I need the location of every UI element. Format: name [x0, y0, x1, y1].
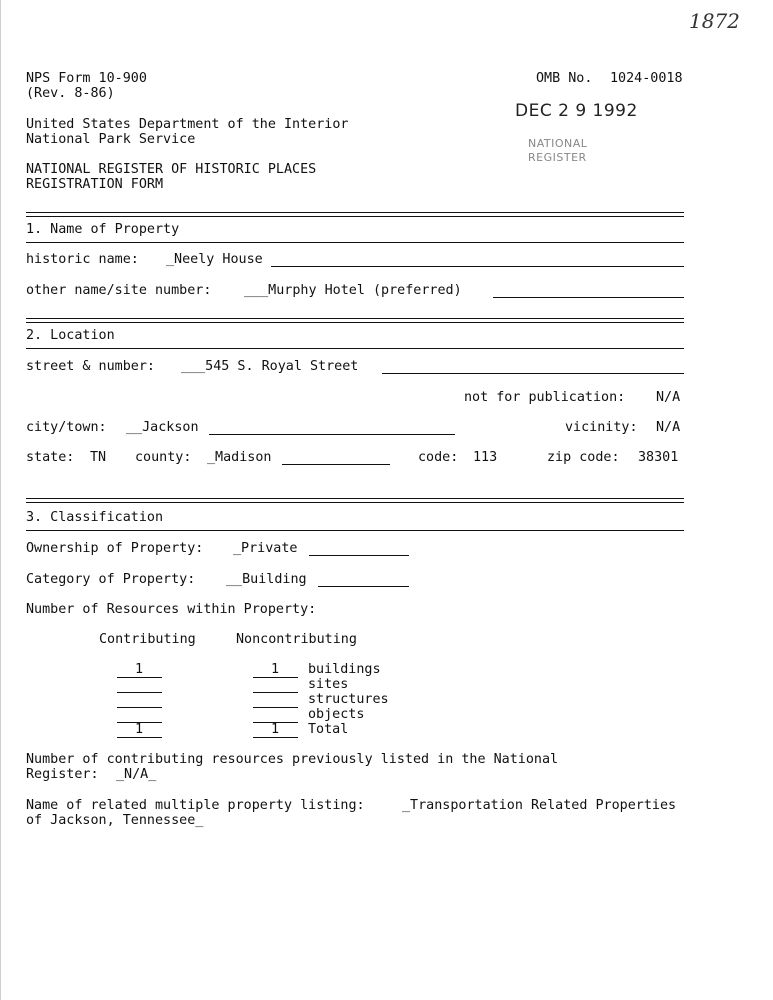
state-label: state:: [26, 450, 75, 465]
other-name-blank: [493, 297, 684, 298]
county-blank: [282, 464, 390, 465]
street-value[interactable]: ___545 S. Royal Street: [181, 359, 359, 374]
resource-type-label: structures: [308, 692, 389, 707]
previously-listed-value[interactable]: _N/A_: [116, 767, 157, 782]
noncontributing-total[interactable]: 1: [271, 722, 280, 737]
omb-number: 1024-0018: [610, 71, 683, 86]
section-divider: [26, 318, 684, 319]
contributing-blank: [117, 737, 162, 738]
ownership-blank: [309, 555, 409, 556]
form-title: REGISTRATION FORM: [26, 177, 164, 192]
resource-type-label: objects: [308, 707, 365, 722]
section-divider: [26, 530, 684, 531]
noncontributing-header: Noncontributing: [236, 632, 357, 647]
stamp-line-register: REGISTER: [528, 151, 587, 164]
city-blank: [209, 434, 455, 435]
form-id: NPS Form 10-900: [26, 71, 147, 86]
other-name-label: other name/site number:: [26, 283, 212, 298]
register-title: NATIONAL REGISTER OF HISTORIC PLACES: [26, 162, 317, 177]
resources-label: Number of Resources within Property:: [26, 602, 317, 617]
vicinity-label: vicinity:: [565, 420, 638, 435]
section-divider: [26, 498, 684, 499]
section-divider: [26, 322, 684, 323]
category-blank: [318, 586, 409, 587]
service-name: National Park Service: [26, 132, 196, 147]
contributing-count[interactable]: 1: [135, 662, 144, 677]
section-divider: [26, 242, 684, 243]
zip-label: zip code:: [547, 450, 620, 465]
zip-value[interactable]: 38301: [638, 450, 679, 465]
section-2-title: 2. Location: [26, 328, 115, 343]
department-name: United States Department of the Interior: [26, 117, 349, 132]
form-revision: (Rev. 8-86): [26, 86, 115, 101]
ownership-label: Ownership of Property:: [26, 541, 204, 556]
section-1-title: 1. Name of Property: [26, 222, 180, 237]
code-label: code:: [418, 450, 459, 465]
section-divider: [26, 212, 684, 213]
multiple-listing-value-2[interactable]: of Jackson, Tennessee_: [26, 813, 204, 828]
county-label: county:: [135, 450, 192, 465]
contributing-total[interactable]: 1: [135, 722, 144, 737]
noncontributing-blank: [253, 677, 298, 678]
section-3-title: 3. Classification: [26, 510, 164, 525]
received-date-stamp: DEC 2 9 1992: [515, 101, 638, 121]
contributing-blank: [117, 677, 162, 678]
street-label: street & number:: [26, 359, 155, 374]
resource-type-label: sites: [308, 677, 349, 692]
omb-label: OMB No.: [536, 71, 593, 86]
category-value[interactable]: __Building: [226, 572, 307, 587]
noncontributing-blank[interactable]: [253, 692, 298, 693]
contributing-blank[interactable]: [117, 692, 162, 693]
handwritten-number: 1872: [689, 9, 740, 33]
historic-name-blank: [271, 266, 684, 267]
multiple-listing-value[interactable]: _Transportation Related Properties: [402, 798, 677, 813]
contributing-header: Contributing: [99, 632, 196, 647]
previously-listed-label-2: Register:: [26, 767, 99, 782]
section-divider: [26, 348, 684, 349]
noncontributing-blank[interactable]: [253, 707, 298, 708]
stamp-line-national: NATIONAL: [528, 137, 588, 150]
resource-type-label: Total: [308, 722, 349, 737]
county-value[interactable]: _Madison: [207, 450, 272, 465]
noncontributing-count[interactable]: 1: [271, 662, 280, 677]
historic-name-value[interactable]: _Neely House: [166, 252, 263, 267]
not-for-publication-label: not for publication:: [464, 390, 626, 405]
noncontributing-blank: [253, 737, 298, 738]
previously-listed-label: Number of contributing resources previously listed in the National: [26, 752, 559, 767]
contributing-blank[interactable]: [117, 707, 162, 708]
section-divider: [26, 216, 684, 217]
resource-type-label: buildings: [308, 662, 381, 677]
ownership-value[interactable]: _Private: [233, 541, 298, 556]
city-value[interactable]: __Jackson: [126, 420, 199, 435]
category-label: Category of Property:: [26, 572, 196, 587]
code-value[interactable]: 113: [473, 450, 498, 465]
multiple-listing-label: Name of related multiple property listing:: [26, 798, 365, 813]
city-label: city/town:: [26, 420, 107, 435]
street-blank: [382, 373, 684, 374]
not-for-publication-value[interactable]: N/A: [656, 390, 681, 405]
section-divider: [26, 502, 684, 503]
vicinity-value[interactable]: N/A: [656, 420, 681, 435]
historic-name-label: historic name:: [26, 252, 139, 267]
state-value[interactable]: TN: [90, 450, 107, 465]
other-name-value[interactable]: ___Murphy Hotel (preferred): [244, 283, 462, 298]
